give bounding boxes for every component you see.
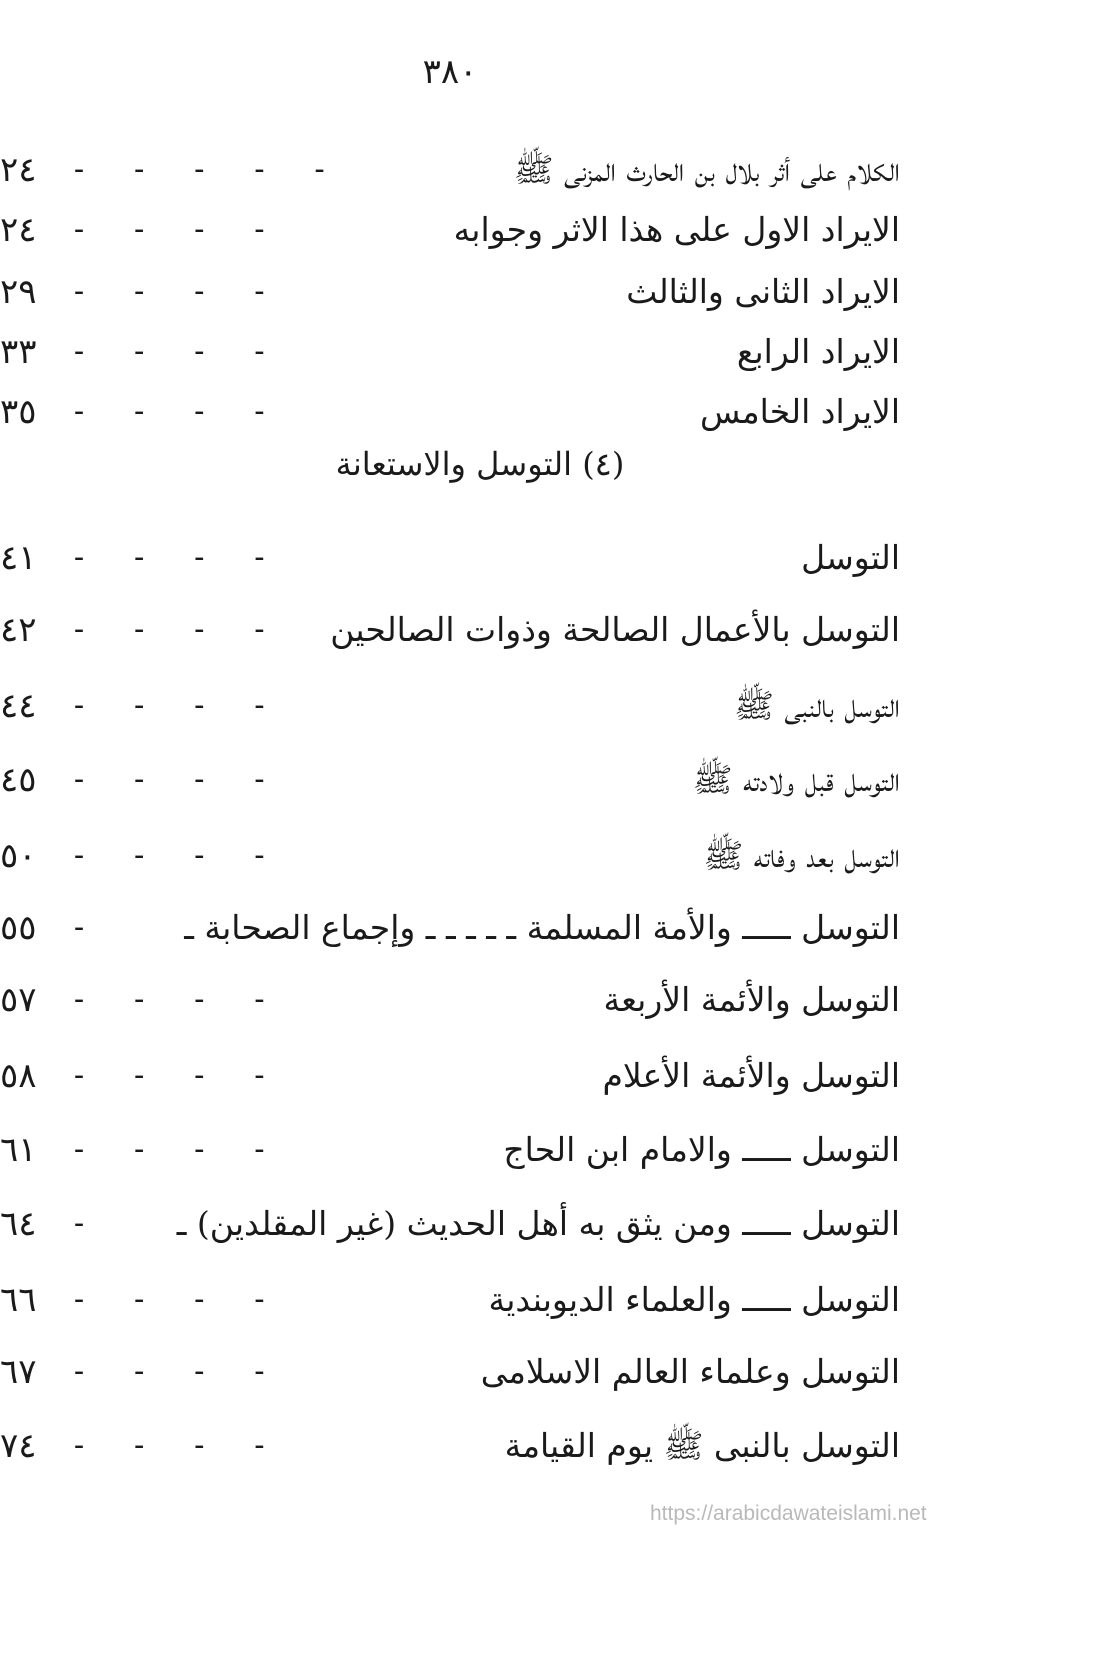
- toc-page-number: ٤١: [0, 538, 37, 578]
- toc-entry-title: التوسل ـــــ ومن يثق به أهل الحديث (غير المقلدين) ـ: [176, 1204, 900, 1243]
- toc-leader: - - - -: [70, 1428, 281, 1463]
- toc-page-number: ٤٤: [0, 686, 37, 726]
- toc-entry-title: التوسل ـــــ والامام ابن الحاج: [503, 1130, 900, 1169]
- toc-entry-title: الايراد الخامس: [699, 392, 900, 431]
- toc-page-number: ٣٥: [0, 392, 37, 432]
- toc-leader: - - - - -: [70, 152, 341, 187]
- toc-leader: - - - -: [70, 274, 281, 309]
- toc-page-number: ٧٤: [0, 1426, 37, 1466]
- toc-entry[interactable]: [0, 200, 900, 260]
- toc-page-number: ٤٢: [0, 610, 37, 650]
- toc-page-number: ٥٥: [0, 908, 37, 948]
- toc-page-number: ٦٧: [0, 1352, 37, 1392]
- page-number: ٣٨٠: [422, 52, 478, 92]
- toc-leader: - - - -: [70, 762, 281, 797]
- toc-entry[interactable]: [0, 1194, 900, 1254]
- toc-entry[interactable]: [0, 676, 900, 736]
- toc-entry-title: التوسل قبل ولادته ﷺ: [692, 760, 900, 799]
- toc-entry[interactable]: [0, 528, 900, 588]
- toc-page-number: ٦٦: [0, 1280, 37, 1320]
- toc-entry[interactable]: [0, 970, 900, 1030]
- toc-page-number: ٢٩: [0, 272, 37, 312]
- toc-leader: - - - -: [70, 394, 281, 429]
- toc-leader: -: [70, 1206, 101, 1241]
- source-watermark: https://arabicdawateislami.net: [650, 1502, 927, 1525]
- toc-leader: - - - -: [70, 540, 281, 575]
- toc-entry[interactable]: [0, 750, 900, 810]
- toc-entry-title: التوسل: [801, 538, 900, 577]
- toc-entry-title: التوسل بالنبى ﷺ يوم القيامة: [504, 1426, 900, 1465]
- toc-leader: - - - -: [70, 1354, 281, 1389]
- toc-page-number: ٢٤: [0, 150, 37, 190]
- toc-leader: - - - -: [70, 334, 281, 369]
- toc-entry-title: التوسل بعد وفاته ﷺ: [703, 836, 900, 875]
- toc-entry-title: التوسل ـــــ والأمة المسلمة ـ ـ ـ ـ ـ وإجماع الصحابة ـ: [184, 908, 900, 947]
- toc-leader: - - - -: [70, 212, 281, 247]
- toc-entry[interactable]: [0, 1416, 900, 1476]
- toc-entry-title: الايراد الاول على هذا الاثر وجوابه: [453, 210, 900, 249]
- toc-entry-title: التوسل والأئمة الأربعة: [603, 980, 900, 1019]
- toc-page-number: ٣٣: [0, 332, 37, 372]
- toc-page-number: ٦١: [0, 1130, 37, 1170]
- toc-page-number: ٦٤: [0, 1204, 37, 1244]
- toc-leader: - - - -: [70, 1132, 281, 1167]
- toc-leader: - - - -: [70, 1058, 281, 1093]
- toc-page-number: ٥٨: [0, 1056, 37, 1096]
- toc-entry[interactable]: [0, 1342, 900, 1402]
- toc-entry[interactable]: [0, 600, 900, 660]
- section-heading: (٤) التوسل والاستعانة: [335, 445, 625, 483]
- toc-entry-title: التوسل ـــــ والعلماء الديوبندية: [488, 1280, 900, 1319]
- toc-entry-title: التوسل بالأعمال الصالحة وذوات الصالحين: [330, 610, 900, 649]
- toc-entry-title: الايراد الرابع: [736, 332, 900, 371]
- toc-page-number: ٢٤: [0, 210, 37, 250]
- toc-entry-title: التوسل بالنبى ﷺ: [734, 686, 900, 725]
- toc-entry[interactable]: [0, 1046, 900, 1106]
- toc-entry[interactable]: [0, 382, 900, 442]
- toc-entry[interactable]: [0, 262, 900, 322]
- toc-leader: - - - -: [70, 982, 281, 1017]
- toc-entry-title: الكلام على أثر بلال بن الحارث المزنى ﷺ: [513, 150, 900, 189]
- toc-entry[interactable]: [0, 1270, 900, 1330]
- toc-entry-title: التوسل وعلماء العالم الاسلامى: [480, 1352, 900, 1391]
- toc-leader: - - - -: [70, 838, 281, 873]
- toc-entry[interactable]: [0, 1120, 900, 1180]
- toc-entry[interactable]: [0, 898, 900, 958]
- toc-page-number: ٥٠: [0, 836, 37, 876]
- toc-entry[interactable]: [0, 826, 900, 886]
- toc-page-number: ٤٥: [0, 760, 37, 800]
- toc-leader: -: [70, 910, 101, 945]
- toc-page-number: ٥٧: [0, 980, 37, 1020]
- toc-leader: - - - -: [70, 688, 281, 723]
- toc-entry-title: التوسل والأئمة الأعلام: [602, 1056, 900, 1095]
- toc-leader: - - - -: [70, 1282, 281, 1317]
- toc-leader: - - - -: [70, 612, 281, 647]
- toc-entry[interactable]: [0, 140, 900, 200]
- toc-entry[interactable]: [0, 322, 900, 382]
- toc-entry-title: الايراد الثانى والثالث: [626, 272, 900, 311]
